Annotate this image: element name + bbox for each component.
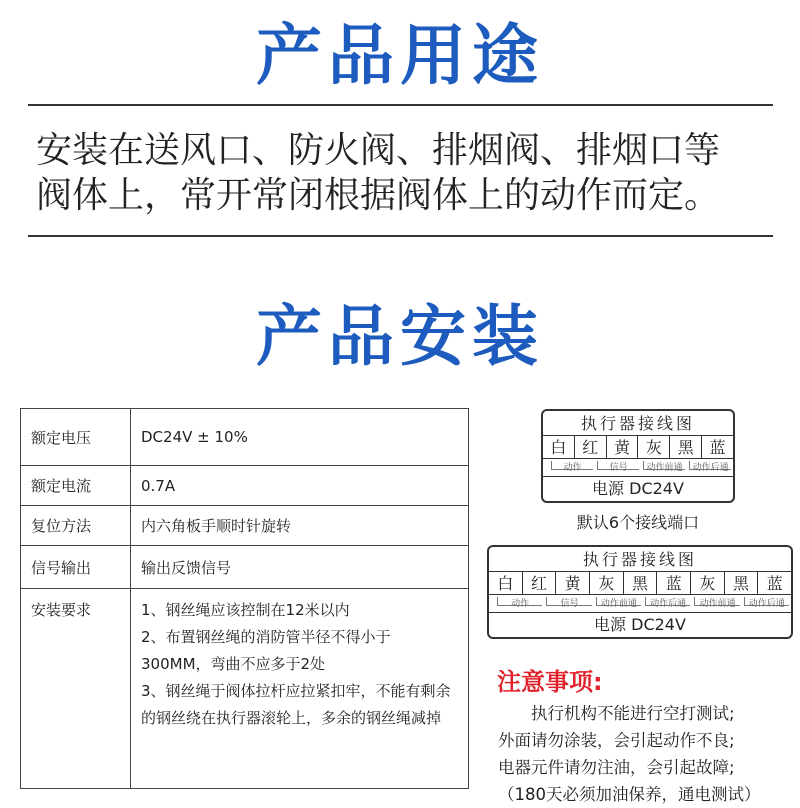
usage-text bbox=[36, 128, 776, 218]
spec-value: 0.7A bbox=[131, 466, 469, 506]
wire-color: 白 bbox=[543, 436, 575, 458]
wire-color: 黑 bbox=[725, 572, 759, 594]
divider bbox=[28, 235, 773, 237]
usage-title: 产品用途 bbox=[256, 17, 544, 94]
spec-key: 额定电压 bbox=[21, 409, 131, 466]
note-line: 外面请勿涂装，会引起动作不良; bbox=[498, 731, 735, 750]
wire-color: 蓝 bbox=[766, 574, 783, 593]
note-line: （180天必须加油保养，通电测试） bbox=[498, 785, 761, 804]
table-row bbox=[21, 506, 469, 546]
wire-label: 动作 bbox=[497, 597, 542, 606]
usage-line: 阀体上，常开常闭根据阀体上的动作而定。 bbox=[36, 175, 721, 216]
table-row bbox=[21, 409, 469, 466]
wire-color: 黑 bbox=[624, 572, 658, 594]
requirement: 1、钢丝绳应该控制在12米以内 bbox=[141, 601, 350, 619]
install-title: 产品安装 bbox=[256, 298, 544, 375]
divider bbox=[28, 104, 773, 106]
wire-label: 动作前通 bbox=[596, 597, 641, 606]
spec-key: 安装要求 bbox=[21, 589, 131, 789]
wiring-diagram-6 bbox=[541, 409, 735, 503]
wire-color: 灰 bbox=[691, 572, 725, 594]
requirement: 3、钢丝绳于阀体拉杆应拉紧扣牢，不能有剩余的钢丝绕在执行器滚轮上，多余的钢丝绳减掉 bbox=[141, 682, 451, 727]
wire-label: 动作后通 bbox=[645, 597, 690, 606]
wire-color: 红 bbox=[523, 572, 557, 594]
table-row bbox=[21, 589, 469, 789]
wire-label: 信号 bbox=[546, 597, 591, 606]
usage-line: 安装在送风口、防火阀、排烟阀、排烟口等 bbox=[36, 130, 721, 171]
spec-value bbox=[131, 589, 469, 789]
wire-color: 黄 bbox=[556, 572, 590, 594]
note-line: 执行机构不能进行空打测试; bbox=[498, 704, 735, 723]
notes-title: 注意事项: bbox=[497, 668, 603, 696]
wire-label: 动作 bbox=[551, 461, 593, 470]
wire-label: 动作后通 bbox=[689, 461, 731, 470]
diagram-caption: 默认6个接线端口 bbox=[576, 513, 700, 532]
spec-value: DC24V ± 10% bbox=[131, 409, 469, 466]
wire-color: 红 bbox=[575, 436, 607, 458]
power-label: 电源 DC24V bbox=[594, 615, 686, 634]
wire-color: 灰 bbox=[638, 436, 670, 458]
wire-color: 蓝 bbox=[709, 438, 726, 457]
wire-color: 黑 bbox=[670, 436, 702, 458]
wire-color: 蓝 bbox=[657, 572, 691, 594]
spec-key: 信号输出 bbox=[21, 546, 131, 589]
diagram-title: 执行器接线图 bbox=[543, 411, 733, 436]
spec-key: 额定电流 bbox=[21, 466, 131, 506]
spec-value: 输出反馈信号 bbox=[131, 546, 469, 589]
wire-color: 灰 bbox=[590, 572, 624, 594]
note-line: 电器元件请勿注油，会引起故障; bbox=[498, 758, 735, 777]
table-row bbox=[21, 546, 469, 589]
spec-table bbox=[20, 408, 469, 789]
wire-label: 动作后通 bbox=[744, 597, 789, 606]
spec-value: 内六角板手顺时针旋转 bbox=[131, 506, 469, 546]
diagram-title: 执行器接线图 bbox=[489, 547, 791, 572]
table-row bbox=[21, 466, 469, 506]
wiring-diagram-9 bbox=[487, 545, 793, 639]
spec-key: 复位方法 bbox=[21, 506, 131, 546]
wire-label: 信号 bbox=[597, 461, 639, 470]
requirement: 2、布置钢丝绳的消防管半径不得小于300MM，弯曲不应多于2处 bbox=[141, 628, 391, 673]
wire-label: 动作前通 bbox=[694, 597, 739, 606]
wire-color: 白 bbox=[489, 572, 523, 594]
wire-color: 黄 bbox=[607, 436, 639, 458]
power-label: 电源 DC24V bbox=[592, 479, 684, 498]
notes bbox=[498, 700, 798, 808]
wire-label: 动作前通 bbox=[643, 461, 685, 470]
